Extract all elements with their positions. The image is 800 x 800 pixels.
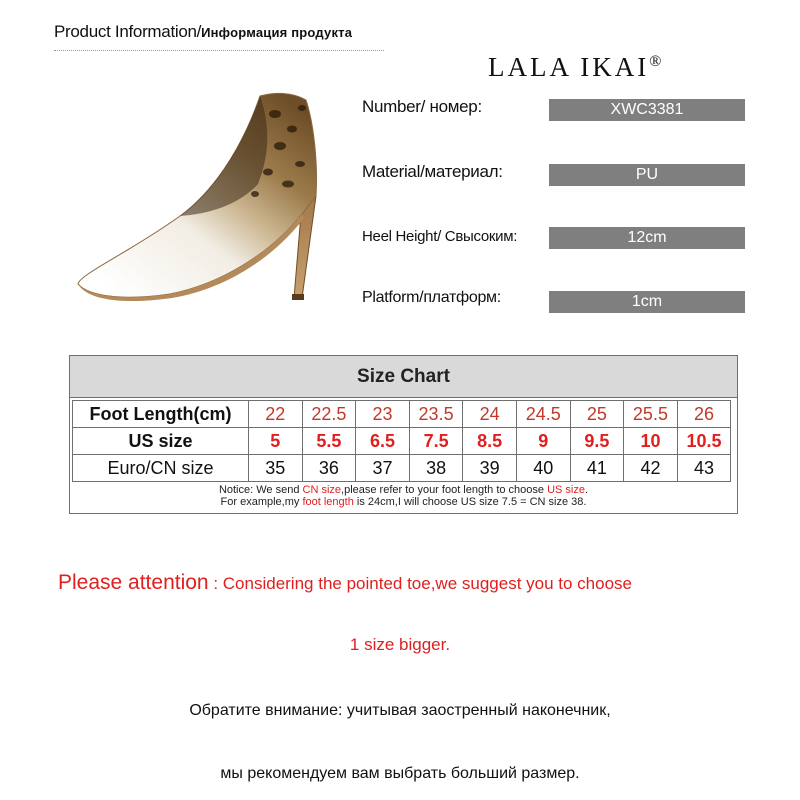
notice-text: Notice: We send — [218, 484, 303, 496]
spec-value-platform: 1cm — [549, 291, 745, 313]
table-cell: 10 — [624, 428, 678, 455]
table-cell: 5 — [249, 428, 303, 455]
spec-label-material: Material/материал: — [362, 162, 503, 181]
table-cell: 36 — [302, 455, 356, 482]
table-cell: 25.5 — [624, 401, 678, 428]
size-chart-title: Size Chart — [70, 356, 737, 398]
russian-notice-line-2: мы рекомендуем вам выбрать больший размер. — [220, 765, 580, 782]
brand-logo — [488, 52, 661, 83]
table-cell: 6.5 — [356, 428, 410, 455]
notice-text: For example,my — [220, 496, 303, 508]
row-label: Euro/CN size — [73, 455, 249, 482]
spec-label-heel-height: Heel Height/ Свысоким: — [362, 228, 518, 245]
spec-value-material: PU — [549, 164, 745, 186]
table-cell: 22.5 — [302, 401, 356, 428]
title-en: Product Information/ — [54, 22, 202, 41]
table-row-foot-length — [73, 401, 731, 428]
table-cell: 23 — [356, 401, 410, 428]
table-cell: 23.5 — [409, 401, 463, 428]
table-cell: 10.5 — [677, 428, 731, 455]
table-cell: 9.5 — [570, 428, 624, 455]
table-cell: 9 — [516, 428, 570, 455]
brand-name: LALA IKAI — [488, 52, 650, 82]
table-cell: 5.5 — [302, 428, 356, 455]
size-notice — [70, 484, 737, 508]
table-cell: 26 — [677, 401, 731, 428]
title-ru: Информация продукта — [201, 25, 353, 40]
table-cell: 24.5 — [516, 401, 570, 428]
table-cell: 42 — [624, 455, 678, 482]
table-row-us-size — [73, 428, 731, 455]
product-shoe-image — [70, 84, 330, 314]
header-divider — [54, 50, 384, 51]
row-label: US size — [73, 428, 249, 455]
notice-highlight: foot length — [302, 496, 354, 508]
table-cell: 25 — [570, 401, 624, 428]
row-label: Foot Length(cm) — [73, 401, 249, 428]
notice-highlight: CN size — [302, 484, 342, 496]
notice-line-1 — [70, 484, 737, 496]
size-table — [72, 400, 731, 482]
registered-mark: ® — [649, 53, 662, 70]
notice-line-2 — [70, 496, 737, 508]
spec-label-number: Number/ номер: — [362, 97, 482, 116]
size-chart — [69, 355, 738, 514]
table-cell: 24 — [463, 401, 517, 428]
russian-notice-line-1: Обратите внимание: учитывая заостренный наконечник, — [189, 702, 611, 719]
product-information-title — [54, 22, 352, 42]
attention-line-2: 1 size bigger. — [349, 635, 451, 654]
attention-title: Please attention — [58, 571, 209, 594]
spec-value-heel-height: 12cm — [549, 227, 745, 249]
notice-text: ,please refer to your foot length to choose — [341, 484, 548, 496]
table-cell: 40 — [516, 455, 570, 482]
table-cell: 35 — [249, 455, 303, 482]
notice-text: . — [585, 484, 589, 496]
notice-text: is 24cm,I will choose US size 7.5 = CN size 38. — [353, 496, 587, 508]
table-cell: 41 — [570, 455, 624, 482]
table-cell: 8.5 — [463, 428, 517, 455]
table-cell: 22 — [249, 401, 303, 428]
attention-text: : Considering the pointed toe,we suggest you to choose — [208, 574, 632, 593]
table-cell: 43 — [677, 455, 731, 482]
table-row-euro-cn-size — [73, 455, 731, 482]
table-cell: 38 — [409, 455, 463, 482]
spec-value-number: XWC3381 — [549, 99, 745, 121]
spec-label-platform: Platform/платформ: — [362, 289, 501, 306]
table-cell: 7.5 — [409, 428, 463, 455]
notice-highlight: US size — [547, 484, 585, 496]
attention-line — [58, 571, 632, 595]
table-cell: 39 — [463, 455, 517, 482]
table-cell: 37 — [356, 455, 410, 482]
